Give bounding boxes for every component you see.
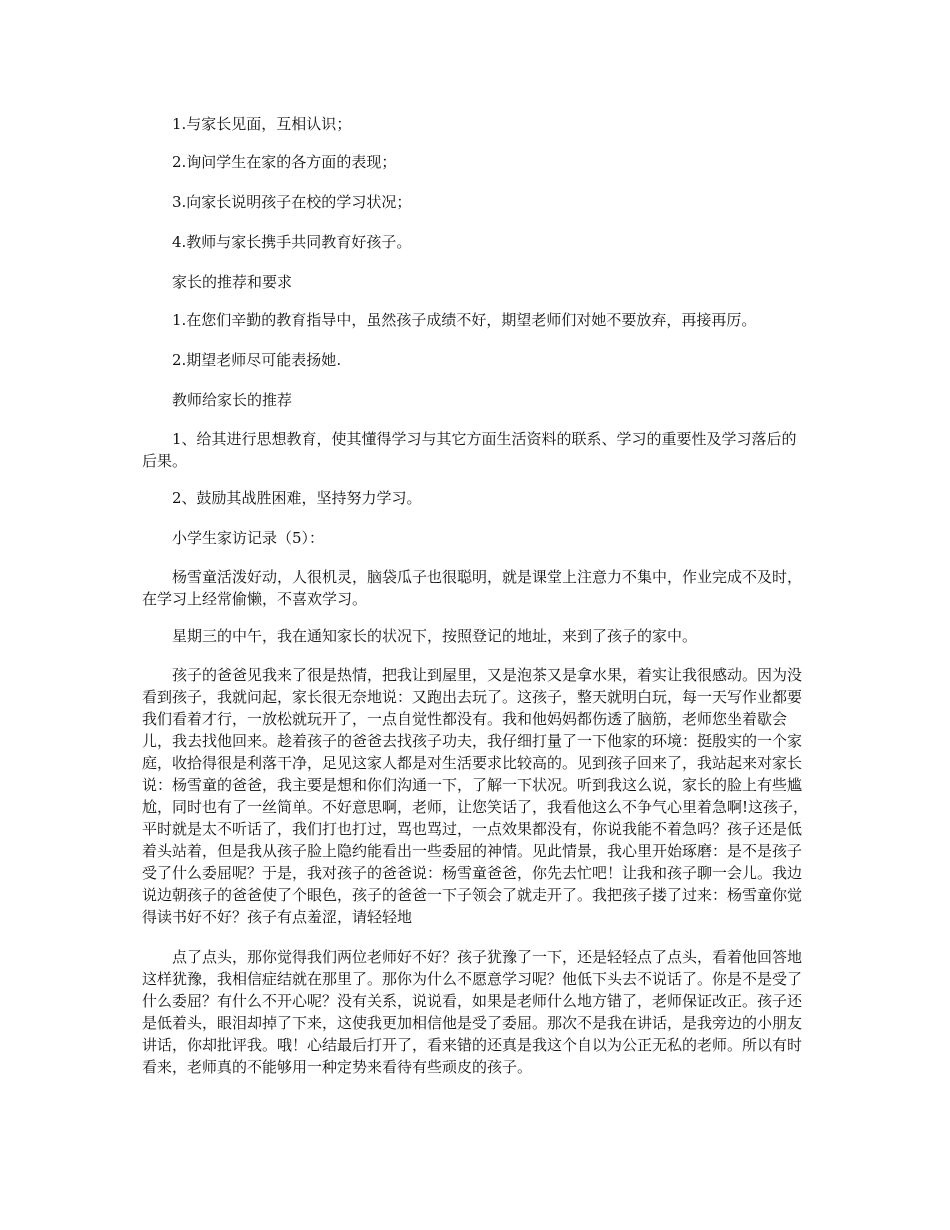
document-body: [142, 112, 810, 1092]
goal-item-4: 4.教师与家长携手共同教育好孩子。: [172, 233, 412, 251]
parent-suggestion-2: 2.期望老师尽可能表扬她.: [172, 351, 342, 369]
goal-item-3: 3.向家长说明孩子在校的学习状况；: [172, 193, 412, 211]
goal-item-1: 1.与家长见面，互相认识；: [172, 115, 352, 133]
teacher-suggestion-1: 1、给其进行思想教育，使其懂得学习与其它方面生活资料的联系、学习的重要性及学习落后的后果。: [142, 430, 797, 470]
goal-item-2: 2.询问学生在家的各方面的表现；: [172, 153, 397, 171]
student-description: 杨雪童活泼好动，人很机灵，脑袋瓜子也很聪明，就是课堂上注意力不集中，作业完成不及时，在学习上经常偷懒，不喜欢学习。: [142, 568, 803, 608]
teacher-suggestions-heading: 教师给家长的推荐: [172, 391, 293, 409]
visit-intro: 星期三的中午，我在通知家长的状况下，按照登记的地址，来到了孩子的家中。: [172, 627, 698, 645]
visit-record-heading: 小学生家访记录（5）：: [172, 529, 325, 547]
visit-narrative-1: 孩子的爸爸见我来了很是热情，把我让到屋里，又是泡茶又是拿水果，着实让我很感动。因为没看到孩子，我就问起，家长很无奈地说：又跑出去玩了。这孩子，整天就明白玩，每一天写作业都要我们看着才行，一放松就玩开了，一点自觉性都没有。我和他妈妈都伤透了脑筋，老师您坐着歇会儿，我去找他回来。趁着孩子的爸爸去找孩子功夫，我仔细打量了一下他家的环境：挺殷实的一个家庭，收拾得很是利落干净，足见这家人都是对生活要求比较高的。见到孩子回来了，我站起来对家长说：杨雪童的爸爸，我主要是想和你们沟通一下，了解一下状况。听到我这么说，家长的脸上有些尴尬，同时也有了一丝简单。不好意思啊，老师，让您笑话了，我看他这么不争气心里着急啊!这孩子，平时就是太不听话了，我们打也打过，骂也骂过，一点效果都没有，你说我能不着急吗？孩子还是低着头站着，但是我从孩子脸上隐约能看出一些委屈的神情。见此情景，我心里开始琢磨：是不是孩子受了什么委屈呢？于是，我对孩子的爸爸说：杨雪童爸爸，你先去忙吧！让我和孩子聊一会儿。我边说边朝孩子的爸爸使了个眼色，孩子的爸爸一下子领会了就走开了。我把孩子搂了过来：杨雪童你觉得读书好不好？孩子有点羞涩，请轻轻地: [142, 666, 809, 926]
visit-narrative-2: 点了点头，那你觉得我们两位老师好不好？孩子犹豫了一下，还是轻轻点了点头，看着他回答地这样犹豫，我相信症结就在那里了。那你为什么不愿意学习呢？他低下头去不说话了。你是不是受了什么委屈？有什么不开心呢？没有关系，说说看，如果是老师什么地方错了，老师保证改正。孩子还是低着头，眼泪却掉了下来，这使我更加相信他是受了委屈。那次不是我在讲话，是我旁边的小朋友讲话，你却批评我。哦！心结最后打开了，看来错的还真是我这个自以为公正无私的老师。所以有时看来，老师真的不能够用一种定势来看待有些顽皮的孩子。: [142, 948, 803, 1076]
parent-suggestion-1: 1.在您们辛勤的教育指导中，虽然孩子成绩不好，期望老师们对她不要放弃，再接再厉。: [172, 311, 757, 329]
teacher-suggestion-2: 2、鼓励其战胜困难，坚持努力学习。: [172, 489, 422, 507]
parent-suggestions-heading: 家长的推荐和要求: [172, 273, 293, 291]
